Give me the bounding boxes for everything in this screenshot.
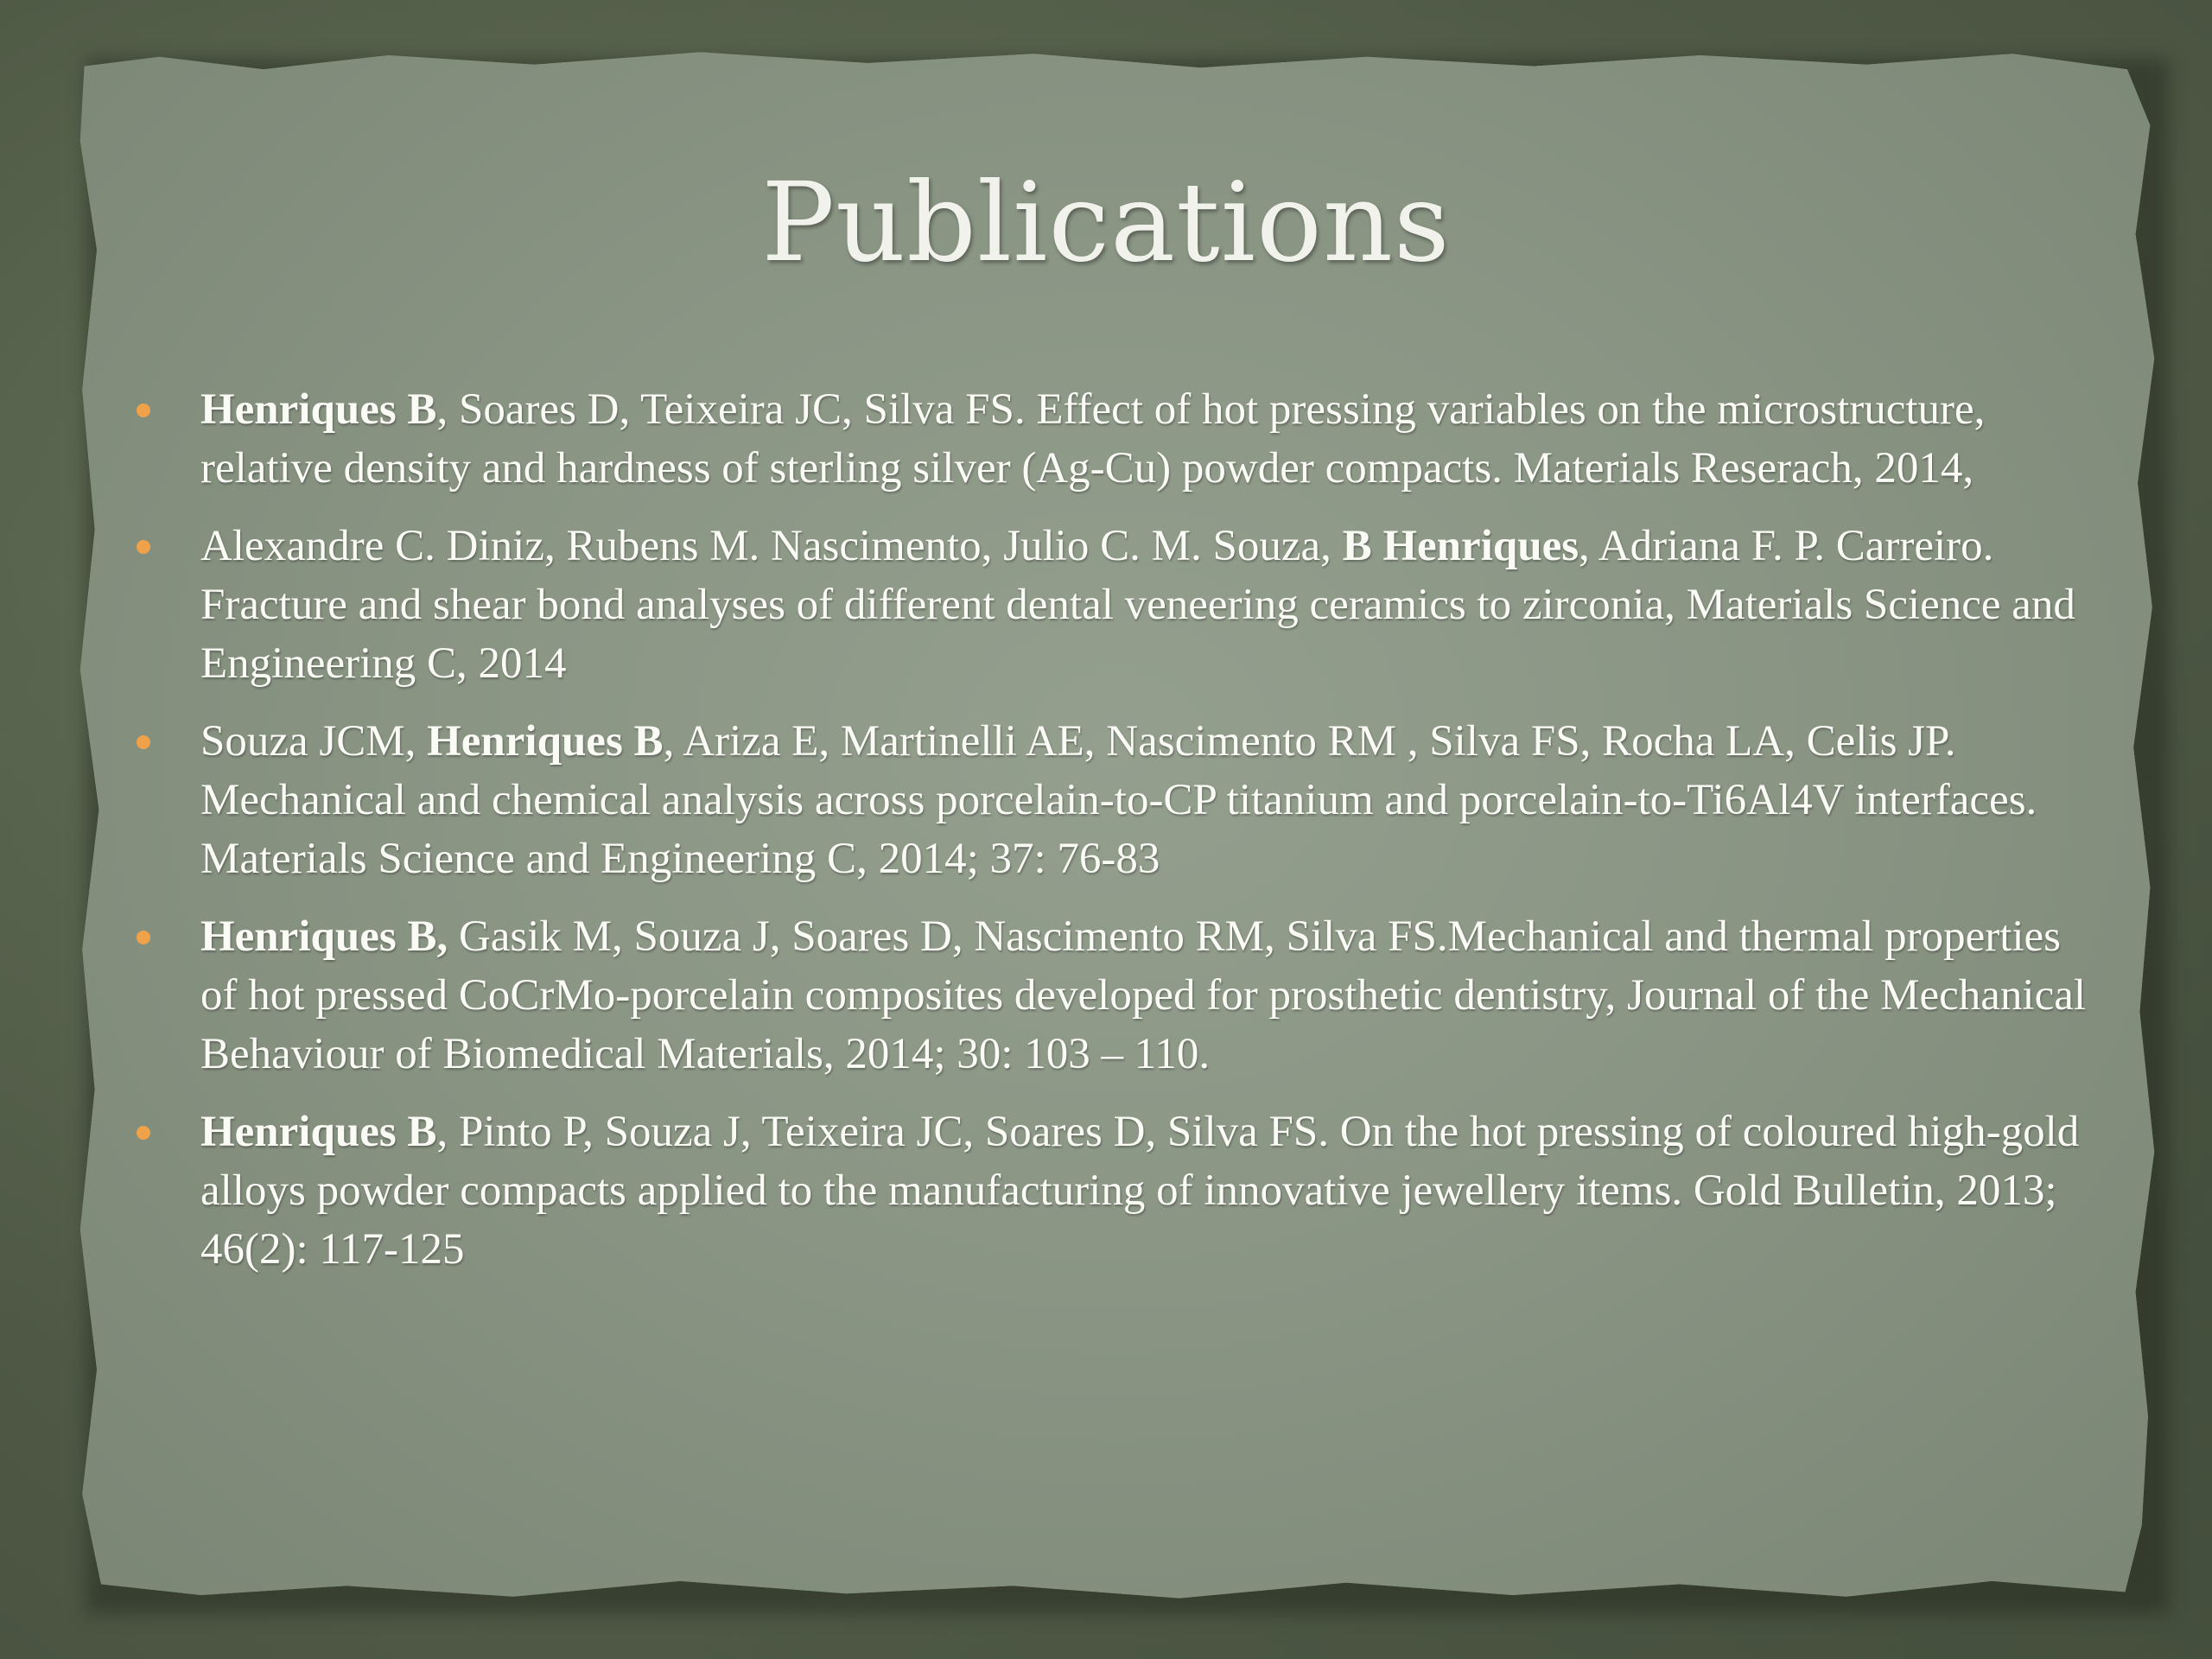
publication-text-pre: Souza JCM,: [200, 717, 428, 766]
bullet-icon: [137, 540, 150, 554]
publication-text-post: Gasik M, Souza J, Soares D, Nascimento RM, Silva FS.Mechanical and thermal properties of hot pressed CoCrMo-porcelain composites developed for prosthetic dentistry, Journal of the Mechanical Behaviour of Biomedical Materials, 2014; 30: 103 – 110.: [200, 912, 2087, 1078]
publication-text-post: , Pinto P, Souza J, Teixeira JC, Soares D, Silva FS. On the hot pressing of coloured high-gold alloys powder compacts applied to the manufacturing of innovative jewellery items. Gold Bulletin, 2013; 46(2): 117-125: [200, 1108, 2080, 1274]
publication-item: [130, 907, 2091, 1084]
publication-item: [130, 712, 2091, 888]
publication-author-highlight: Henriques B: [200, 385, 437, 434]
bullet-icon: [137, 931, 150, 944]
bullet-icon: [137, 404, 150, 417]
publication-text-pre: Alexandre C. Diniz, Rubens M. Nascimento, Julio C. M. Souza,: [200, 522, 1343, 570]
publication-text-post: , Soares D, Teixeira JC, Silva FS. Effect of hot pressing variables on the microstructure, relative density and hardness of sterling silver (Ag-Cu) powder compacts. Materials Reserach, 2014,: [200, 385, 1986, 493]
bullet-icon: [137, 735, 150, 749]
publication-item: [130, 1103, 2091, 1279]
publication-item: [130, 380, 2091, 498]
publication-text-post: , Adriana F. P. Carreiro. Fracture and shear bond analyses of different dental veneering ceramics to zirconia, Materials Science and Engineering C, 2014: [200, 522, 2075, 688]
publication-author-highlight: Henriques B,: [200, 912, 448, 961]
publication-item: [130, 517, 2091, 693]
bullet-icon: [137, 1126, 150, 1140]
publication-list: [130, 380, 2091, 1298]
publication-author-highlight: Henriques B: [200, 1108, 437, 1156]
publication-text-post: , Ariza E, Martinelli AE, Nascimento RM , Silva FS, Rocha LA, Celis JP. Mechanical and chemical analysis across porcelain-to-CP titanium and porcelain-to-Ti6Al4V interfaces. Materials Science and Engineering C, 2014; 37: 76-83: [200, 717, 2037, 883]
slide-title: Publications: [761, 159, 1451, 286]
publication-author-highlight: Henriques B: [427, 717, 664, 766]
publication-author-highlight: B Henriques: [1342, 522, 1580, 570]
